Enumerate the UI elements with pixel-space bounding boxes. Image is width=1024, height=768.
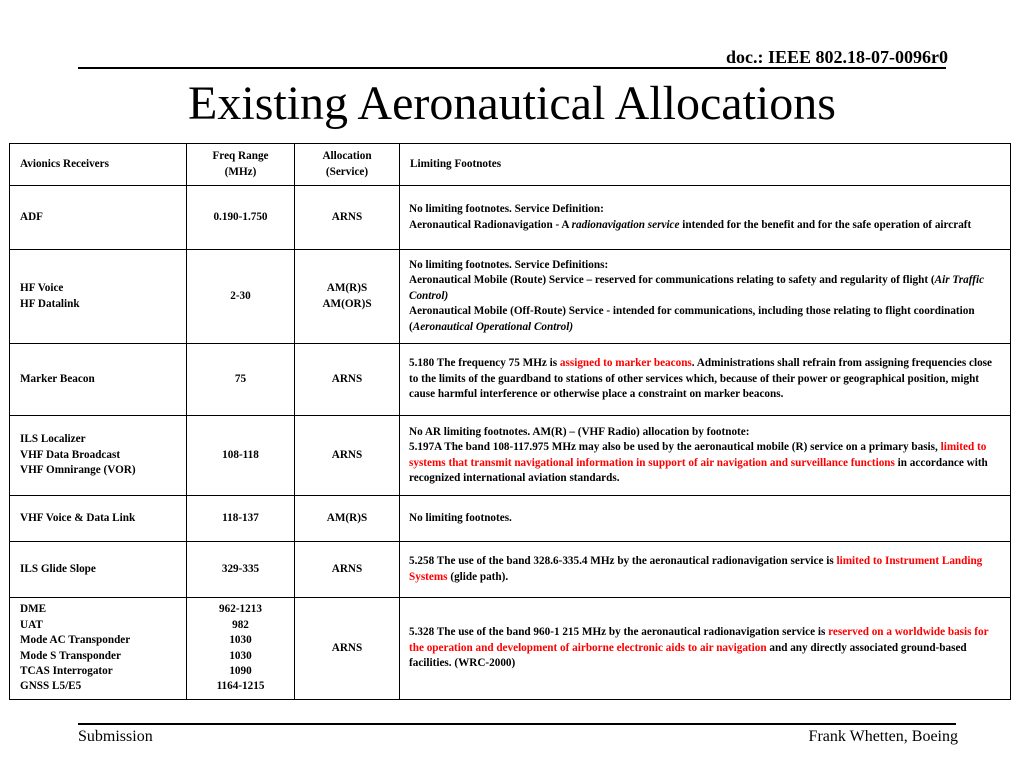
footnote-text: in accordance with recognized international aviation standards. xyxy=(409,456,988,484)
footnote-cell xyxy=(400,186,1011,250)
allocation-value: ARNS xyxy=(331,448,363,461)
freq-value: 118-137 xyxy=(222,511,259,524)
footnote-text: Aeronautical Radionavigation - A xyxy=(409,218,572,231)
table-row xyxy=(10,344,1011,416)
table-row xyxy=(10,186,1011,250)
table-row xyxy=(10,542,1011,598)
receiver-name: GNSS L5/E5 xyxy=(20,680,82,693)
freq-value: 0.190-1.750 xyxy=(213,210,268,223)
header-freq-line2: (MHz) xyxy=(224,165,257,178)
table-row xyxy=(10,496,1011,542)
allocation-cell xyxy=(295,598,400,700)
freq-value: 75 xyxy=(234,372,247,385)
header-allocation xyxy=(295,144,400,186)
freq-value: 1030 xyxy=(229,649,252,662)
allocation-value: ARNS xyxy=(331,562,363,575)
receiver-name: TCAS Interrogator xyxy=(20,664,113,677)
table-header-row xyxy=(10,144,1011,186)
header-avionics-receivers: Avionics Receivers xyxy=(10,144,187,186)
receivers-cell xyxy=(10,598,187,700)
freq-cell xyxy=(187,186,295,250)
footnote-line: No AR limiting footnotes. AM(R) – (VHF Radio) allocation by footnote: xyxy=(409,425,750,438)
header-limiting-footnotes: Limiting Footnotes xyxy=(400,144,1011,186)
receiver-name: Mode AC Transponder xyxy=(20,634,131,647)
footnote-text: intended for the benefit and for the safe operation of aircraft xyxy=(679,218,972,231)
freq-cell xyxy=(187,598,295,700)
allocation-cell xyxy=(295,250,400,344)
receiver-name: ILS Localizer xyxy=(20,433,86,446)
footnote-text: 5.258 The use of the band 328.6-335.4 MHz by the aeronautical radionavigation service is xyxy=(409,555,837,568)
footnote-text: 5.328 The use of the band 960-1 215 MHz by the aeronautical radionavigation service is xyxy=(409,626,829,639)
allocation-value: ARNS xyxy=(331,210,363,223)
footnote-text: Aeronautical Mobile (Off-Route) Service - intended for communications, including those relating to flight coordination ( xyxy=(409,305,975,333)
receiver-name: Mode S Transponder xyxy=(20,649,121,662)
table-row xyxy=(10,416,1011,496)
allocation-value: AM(OR)S xyxy=(322,297,372,310)
footer-submission: Submission xyxy=(78,728,153,745)
receivers-cell xyxy=(10,542,187,598)
footnote-text: Aeronautical Mobile (Route) Service – reserved for communications relating to safety and regularity of flight ( xyxy=(409,274,935,287)
footnote-text: 5.197A The band 108-117.975 MHz may also be used by the aeronautical mobile (R) service on a primary basis, xyxy=(409,441,941,454)
receivers-cell xyxy=(10,496,187,542)
receiver-name: UAT xyxy=(20,618,43,631)
footnote-cell xyxy=(400,250,1011,344)
footnote-emphasis-text: limited to Instrument Landing Systems xyxy=(409,555,983,583)
allocations-table xyxy=(9,143,1011,700)
freq-value: 982 xyxy=(232,618,249,631)
freq-value: 962-1213 xyxy=(219,603,262,616)
receiver-name: DME xyxy=(20,603,47,616)
freq-cell xyxy=(187,496,295,542)
slide-title: Existing Aeronautical Allocations xyxy=(188,77,836,130)
table-row xyxy=(10,598,1011,700)
footnote-cell xyxy=(400,496,1011,542)
document-id: doc.: IEEE 802.18-07-0096r0 xyxy=(726,47,948,67)
footnote-text: . Administrations shall refrain from assigning frequencies close to the limits of the guardband to stations of other services which, because of their power or geographical position, might cause harmful interference or otherwise place a constraint on marker beacons. xyxy=(409,357,993,401)
footnote-cell xyxy=(400,598,1011,700)
receiver-name: VHF Voice & Data Link xyxy=(20,511,136,524)
receiver-name: ILS Glide Slope xyxy=(20,562,96,575)
table-row xyxy=(10,250,1011,344)
freq-value: 329-335 xyxy=(221,562,260,575)
receiver-name: HF Voice xyxy=(20,282,64,295)
allocation-cell xyxy=(295,416,400,496)
receiver-name: ADF xyxy=(20,210,43,223)
allocation-value: AM(R)S xyxy=(326,511,368,524)
header-freq-range xyxy=(187,144,295,186)
allocation-cell xyxy=(295,496,400,542)
footnote-text: and any directly associated ground-based facilities. (WRC-2000) xyxy=(409,641,967,670)
footnote-italic-text: radionavigation service xyxy=(571,218,680,231)
receivers-cell xyxy=(10,250,187,344)
freq-cell xyxy=(187,250,295,344)
footnote-italic-text: Aeronautical Operational Control) xyxy=(412,320,574,333)
header-alloc-line2: (Service) xyxy=(325,165,369,178)
receivers-cell xyxy=(10,186,187,250)
header-freq-line1: Freq Range xyxy=(212,150,269,163)
receiver-name: VHF Data Broadcast xyxy=(20,448,121,461)
freq-cell xyxy=(187,416,295,496)
footnote-cell xyxy=(400,416,1011,496)
receiver-name: HF Datalink xyxy=(20,297,80,310)
footnote-emphasis-text: reserved on a worldwide basis for the operation and development of airborne electronic aids to air navigation xyxy=(409,626,989,654)
footer-author: Frank Whetten, Boeing xyxy=(808,728,958,745)
allocation-cell xyxy=(295,542,400,598)
allocation-cell xyxy=(295,344,400,416)
footnote-paragraph xyxy=(409,273,1002,304)
allocation-cell xyxy=(295,186,400,250)
receivers-cell xyxy=(10,344,187,416)
footnote-text: (glide path). xyxy=(447,570,509,583)
freq-value: 1030 xyxy=(229,634,252,647)
freq-value: 108-118 xyxy=(222,448,259,461)
header-rule xyxy=(78,67,946,69)
header-alloc-line1: Allocation xyxy=(322,150,372,163)
allocation-value: ARNS xyxy=(331,641,363,654)
footnote-cell xyxy=(400,344,1011,416)
receivers-cell xyxy=(10,416,187,496)
allocation-value: ARNS xyxy=(331,372,363,385)
footer-rule xyxy=(78,723,956,725)
footnote-emphasis-text: limited to systems that transmit navigational information in support of air navigation and surveillance functions xyxy=(409,441,987,469)
receiver-name: Marker Beacon xyxy=(20,372,95,385)
footnote-emphasis-text: assigned to marker beacons xyxy=(559,357,692,370)
freq-cell xyxy=(187,344,295,416)
footnote-paragraph xyxy=(409,304,1002,335)
freq-value: 1090 xyxy=(229,664,252,677)
freq-value: 1164-1215 xyxy=(216,680,265,693)
footnote-italic-text: Air Traffic Control) xyxy=(409,274,985,302)
allocation-value: AM(R)S xyxy=(326,282,368,295)
footnote-cell xyxy=(400,542,1011,598)
freq-value: 2-30 xyxy=(230,289,251,302)
footnote-text: 5.180 The frequency 75 MHz is xyxy=(409,357,560,370)
footnote-text: No limiting footnotes. xyxy=(409,511,512,524)
receiver-name: VHF Omnirange (VOR) xyxy=(20,464,136,477)
footnote-line: No limiting footnotes. Service Definitions: xyxy=(409,258,609,271)
freq-cell xyxy=(187,542,295,598)
footnote-line: No limiting footnotes. Service Definition: xyxy=(409,203,604,216)
